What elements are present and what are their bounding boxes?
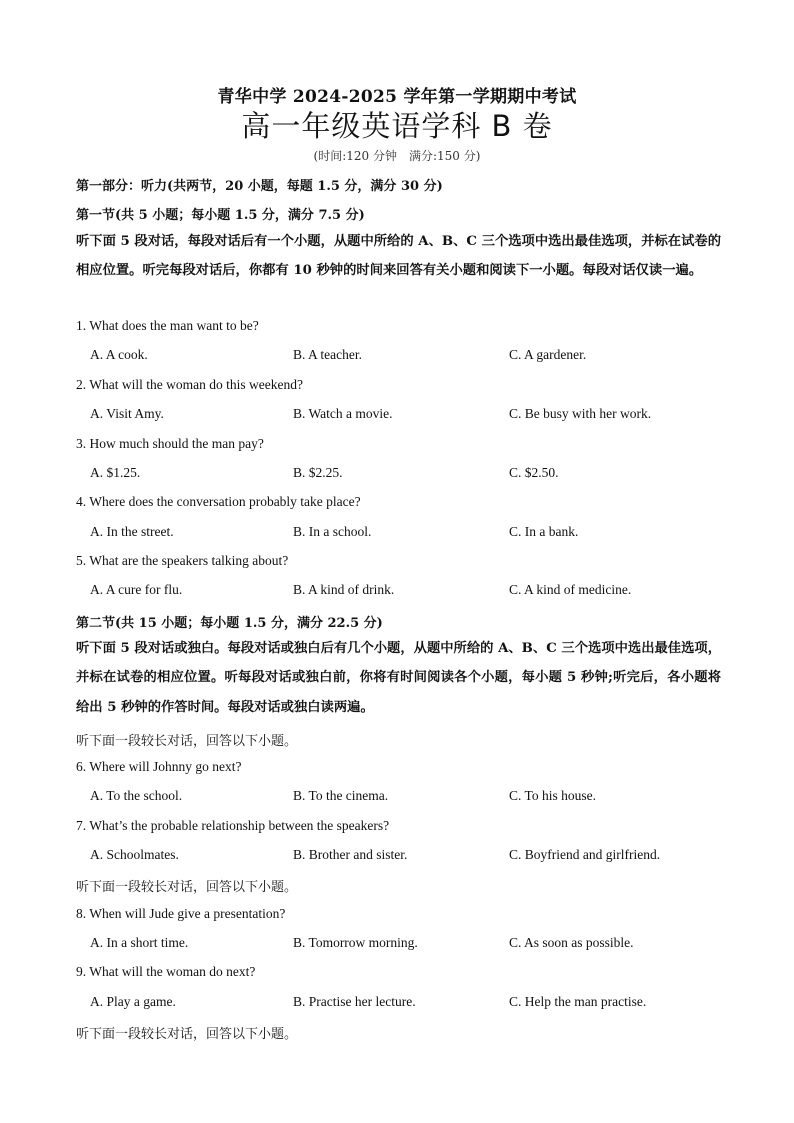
question-stem: 2. What will the woman do this weekend? [76, 377, 303, 392]
option-a: A. A cook. [90, 347, 148, 362]
question-stem: 7. What’s the probable relationship between the speakers? [76, 818, 390, 833]
long-dialogue-prompt: 听下面一段较长对话，回答以下小题。 [76, 880, 298, 895]
option-b: B. In a school. [293, 524, 372, 539]
long-dialogue-prompt: 听下面一段较长对话，回答以下小题。 [76, 1027, 298, 1042]
question-stem: 9. What will the woman do next? [76, 964, 256, 979]
option-a: A. In a short time. [90, 935, 189, 950]
option-b: B. Watch a movie. [293, 406, 393, 421]
option-a: A. Schoolmates. [90, 847, 179, 862]
exam-school-title: 青华中学 2024-2025 学年第一学期期中考试 [217, 87, 577, 107]
option-a: A. $1.25. [90, 465, 141, 480]
option-a: A. Visit Amy. [90, 406, 164, 421]
question-stem: 8. When will Jude give a presentation? [76, 906, 286, 921]
long-dialogue-prompt: 听下面一段较长对话，回答以下小题。 [76, 734, 298, 749]
option-b: B. A kind of drink. [293, 582, 395, 597]
option-c: C. Be busy with her work. [509, 406, 652, 421]
question-stem: 5. What are the speakers talking about? [76, 553, 289, 568]
option-c: C. Boyfriend and girlfriend. [509, 847, 661, 862]
option-a: A. To the school. [90, 788, 183, 803]
option-a: A. Play a game. [90, 994, 176, 1009]
option-b: B. $2.25. [293, 465, 343, 480]
option-b: B. A teacher. [293, 347, 362, 362]
option-b: B. Tomorrow morning. [293, 935, 418, 950]
option-c: C. To his house. [509, 788, 596, 803]
option-c: C. A gardener. [509, 347, 587, 362]
part1-heading: 第一部分：听力(共两节，20 小题，每题 1.5 分，满分 30 分) [76, 179, 443, 194]
option-a: A. In the street. [90, 524, 174, 539]
question-stem: 1. What does the man want to be? [76, 318, 259, 333]
exam-time-score: (时间:120 分钟 满分:150 分) [313, 149, 481, 163]
option-c: C. A kind of medicine. [509, 582, 632, 597]
question-stem: 6. Where will Johnny go next? [76, 759, 242, 774]
exam-title: 高一年级英语学科 B 卷 [241, 109, 553, 143]
option-a: A. A cure for flu. [90, 582, 183, 597]
option-b: B. To the cinema. [293, 788, 389, 803]
option-c: C. In a bank. [509, 524, 579, 539]
option-b: B. Brother and sister. [293, 847, 408, 862]
option-c: C. Help the man practise. [509, 994, 647, 1009]
option-b: B. Practise her lecture. [293, 994, 416, 1009]
section1-instructions: 听下面 5 段对话，每段对话后有一个小题，从题中所给的 A、B、C 三个选项中选出最佳选项，并标在试卷的相应位置。听完每段对话后，你都有 10 秒钟的时间来回答有关小题和阅读下一小题。每段对话仅读一遍。 [76, 234, 721, 279]
option-c: C. $2.50. [509, 465, 559, 480]
question-stem: 3. How much should the man pay? [76, 436, 264, 451]
option-c: C. As soon as possible. [509, 935, 634, 950]
section2-heading: 第二节(共 15 小题；每小题 1.5 分，满分 22.5 分) [76, 616, 383, 631]
section1-heading: 第一节(共 5 小题；每小题 1.5 分，满分 7.5 分) [76, 208, 365, 223]
question-stem: 4. Where does the conversation probably take place? [76, 494, 361, 509]
section2-instructions: 听下面 5 段对话或独白。每段对话或独白后有几个小题，从题中所给的 A、B、C 三个选项中选出最佳选项，并标在试卷的相应位置。听每段对话或独白前，你将有时间阅读各个小题，每小题 5 秒钟;听完后，各小题将给出 5 秒钟的作答时间。每段对话或独白读两遍。 [76, 641, 721, 715]
